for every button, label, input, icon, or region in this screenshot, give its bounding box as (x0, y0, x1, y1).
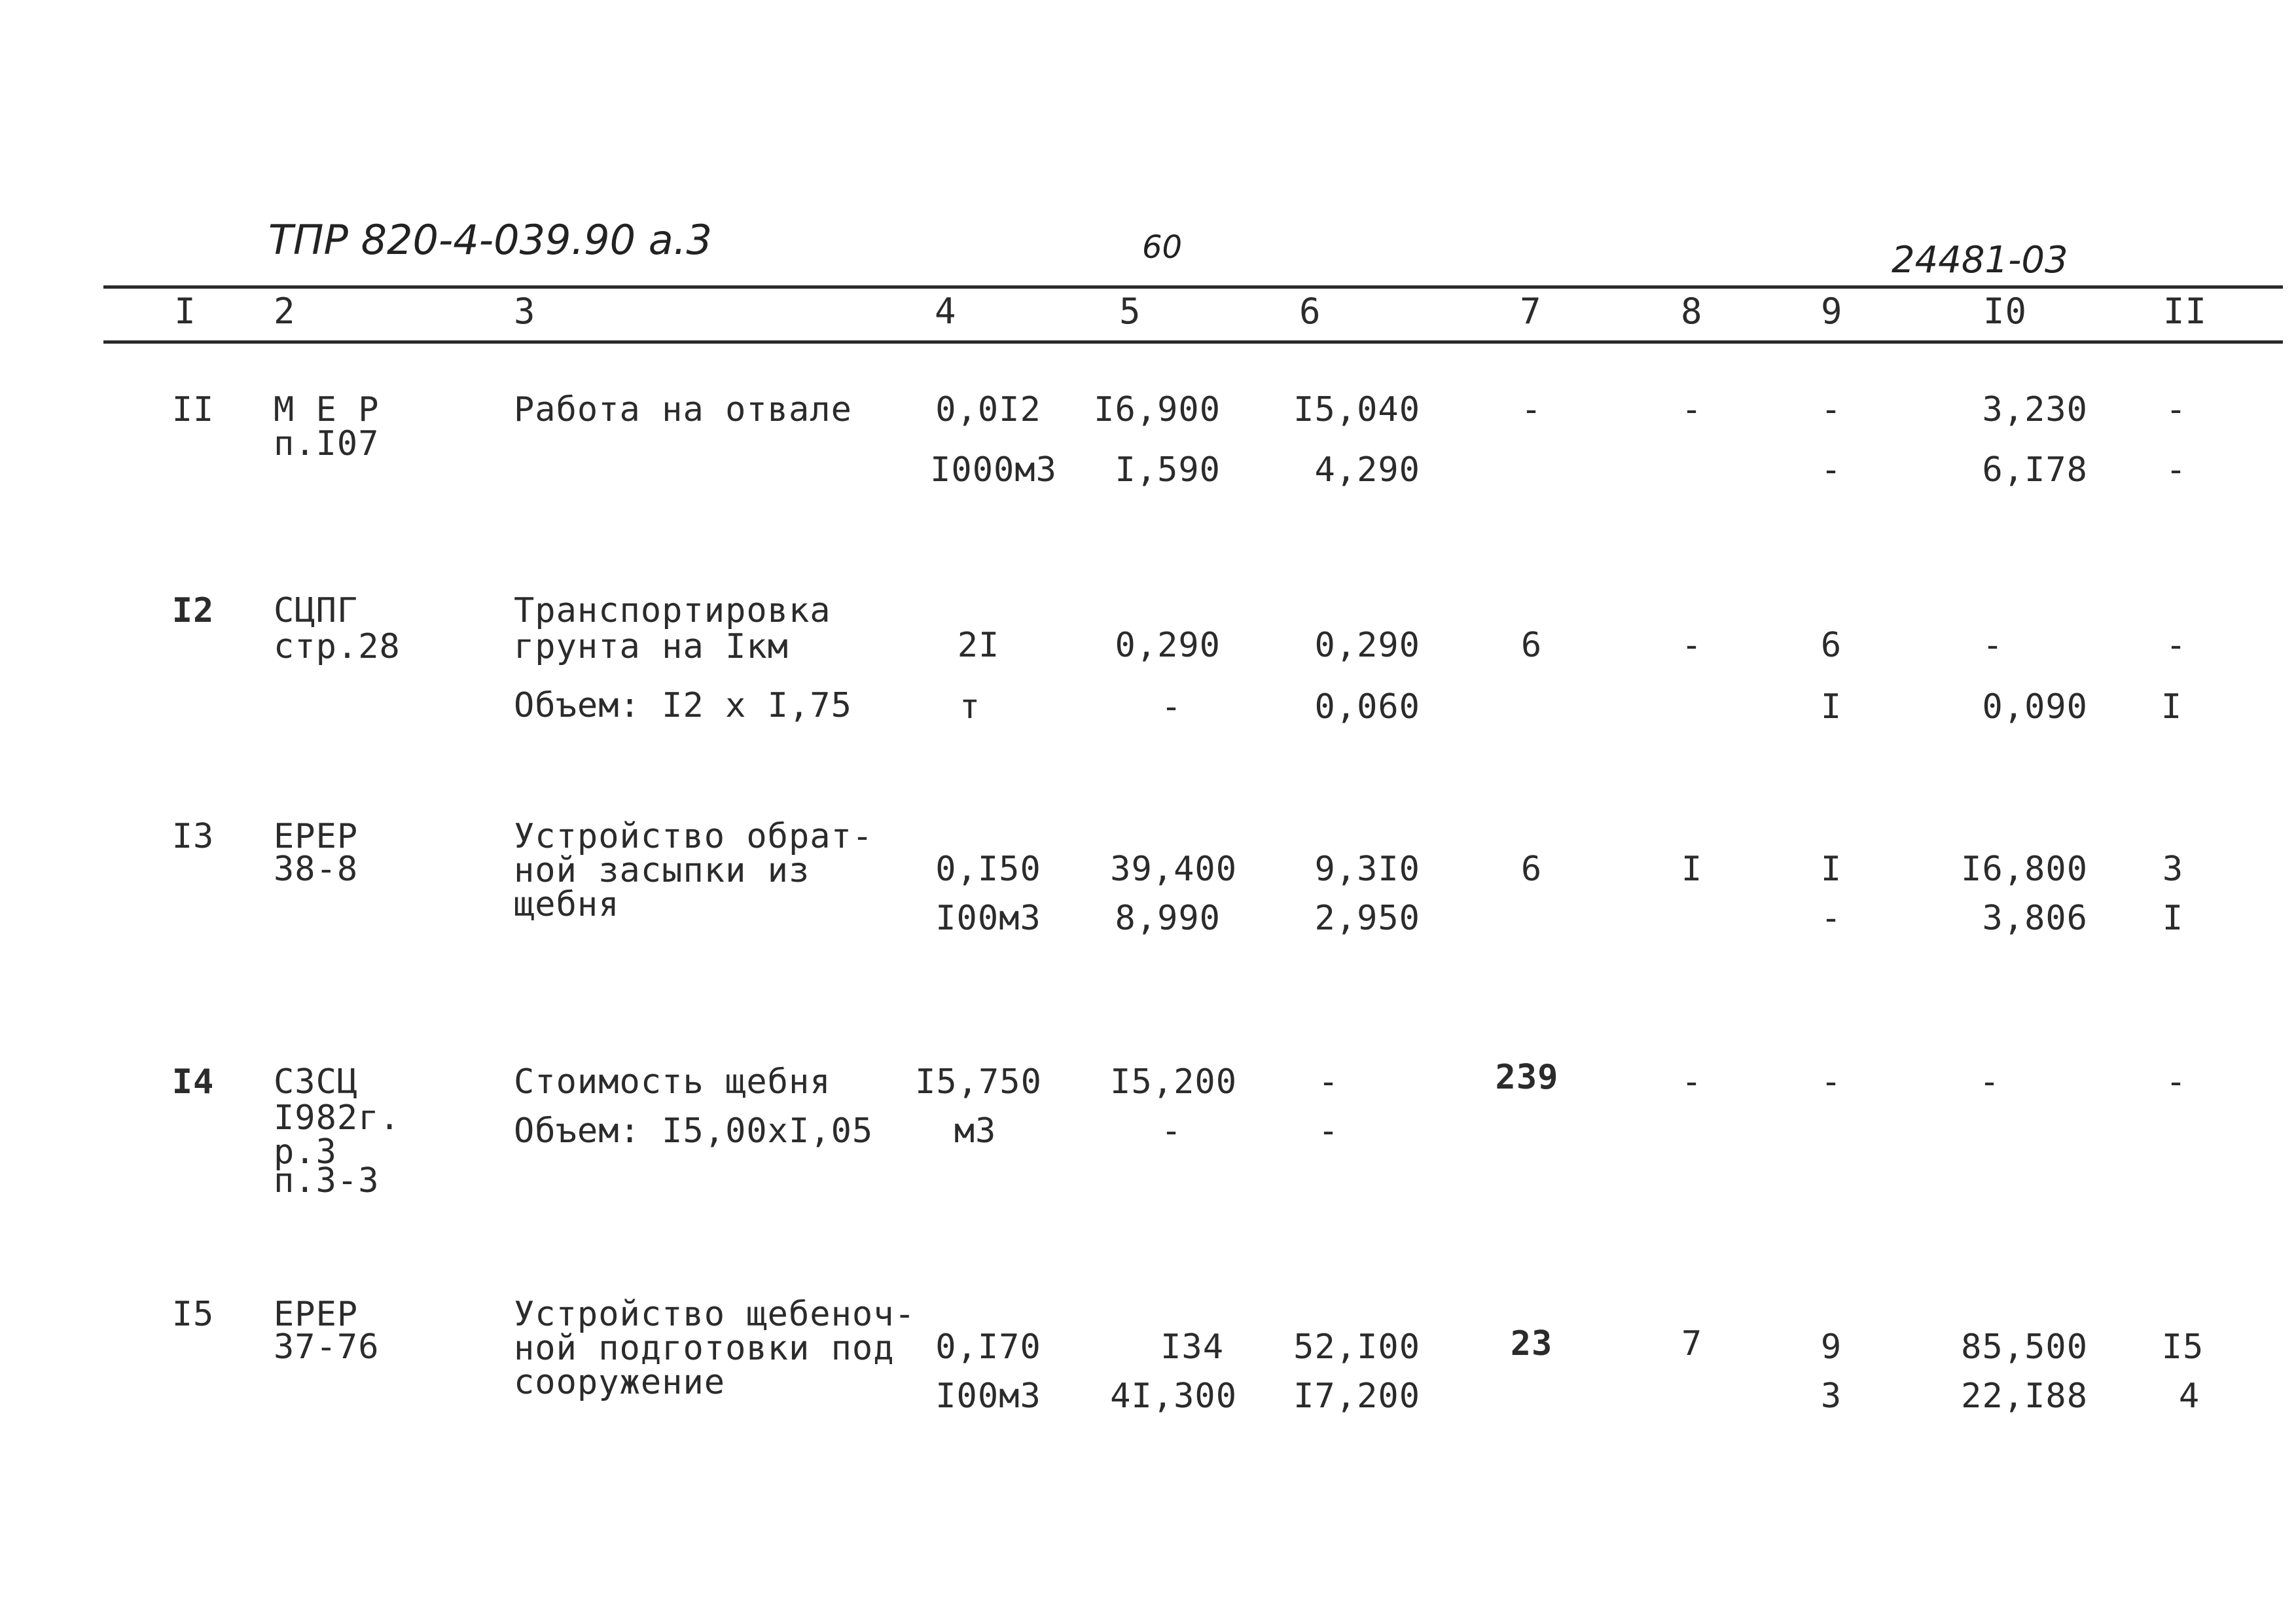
col11-value: I5 (2161, 1327, 2204, 1367)
volume-formula: Объем: I2 x I,75 (514, 686, 852, 725)
col5-value: 4I,300 (1110, 1377, 1237, 1416)
rate-code: СЗСЦ (274, 1062, 359, 1102)
col10-value: 0,090 (1982, 687, 2088, 727)
quantity: 0,I70 (935, 1327, 1041, 1367)
col8-value: - (1681, 1062, 1703, 1102)
col5-value: 39,400 (1110, 850, 1237, 889)
col11-value: - (2165, 1062, 2187, 1102)
col6-value: 52,I00 (1293, 1327, 1420, 1367)
col6-value: - (1318, 1062, 1340, 1102)
unit: м3 (954, 1111, 997, 1151)
column-header: 6 (1299, 291, 1321, 332)
col10-value: 22,I88 (1961, 1377, 2088, 1416)
col5-value: I34 (1160, 1327, 1224, 1367)
col9-value: - (1820, 450, 1842, 490)
col6-value: I7,200 (1293, 1377, 1420, 1416)
quantity: I5,750 (915, 1062, 1042, 1102)
col6-value: 9,3I0 (1314, 850, 1420, 889)
work-description: Устройство щебеноч- (514, 1295, 916, 1334)
column-header: 9 (1821, 291, 1843, 332)
col8-value: - (1681, 626, 1703, 665)
column-header: II (2163, 291, 2208, 332)
work-description: ной подготовки под (514, 1329, 895, 1368)
work-description: Стоимость щебня (514, 1062, 831, 1102)
quantity: 0,0I2 (935, 390, 1041, 429)
rate-code: СЦПГ (274, 591, 359, 630)
col9-value: - (1820, 899, 1842, 938)
col10-value: 3,230 (1982, 390, 2088, 429)
col8-value: 7 (1681, 1324, 1703, 1363)
work-description: Устройство обрат- (514, 817, 874, 856)
rate-code: 37-76 (274, 1327, 380, 1367)
col5-value: I6,900 (1094, 390, 1221, 429)
col6-value: 0,290 (1314, 626, 1420, 665)
unit: т (959, 687, 981, 727)
col11-value: - (2165, 626, 2187, 665)
col9-value: I (1820, 687, 1842, 727)
col6-value: I5,040 (1293, 390, 1420, 429)
column-header: I (174, 291, 196, 332)
col9-value: 9 (1820, 1327, 1842, 1367)
rate-code: п.3-3 (274, 1161, 380, 1200)
unit: I00м3 (935, 1377, 1041, 1416)
column-header: 5 (1119, 291, 1141, 332)
col11-value: I (2162, 899, 2184, 938)
document-code: ТПР 820-4-039.90 а.3 (268, 216, 712, 264)
work-description: Работа на отвале (514, 390, 852, 429)
col10-value: 85,500 (1961, 1327, 2088, 1367)
col7-value: 23 (1510, 1324, 1553, 1363)
col9-value: - (1820, 1062, 1842, 1102)
col10-value: - (1982, 626, 2004, 665)
rate-code: п.I07 (274, 424, 380, 463)
col5-value: 8,990 (1115, 899, 1221, 938)
table-top-rule (103, 285, 2283, 289)
column-header: 4 (935, 291, 957, 332)
col11-value: 3 (2162, 850, 2184, 889)
col10-value: 6,I78 (1982, 450, 2088, 490)
quantity: 2I (957, 626, 1000, 665)
col9-value: - (1820, 390, 1842, 429)
col6-value: - (1318, 1111, 1340, 1151)
col9-value: I (1820, 850, 1842, 889)
col11-value: 4 (2178, 1377, 2200, 1416)
col10-value: I6,800 (1961, 850, 2088, 889)
col6-value: 2,950 (1314, 899, 1420, 938)
row-number: I5 (171, 1295, 215, 1334)
col5-value: - (1160, 1111, 1183, 1151)
row-number: I4 (171, 1062, 215, 1102)
work-description: сооружение (514, 1363, 726, 1402)
col9-value: 6 (1820, 626, 1842, 665)
col11-value: - (2165, 450, 2187, 490)
column-header: 3 (514, 291, 536, 332)
rate-code: I982г. (274, 1098, 401, 1138)
col5-value: I,590 (1115, 450, 1221, 490)
page-number: 60 (1142, 229, 1183, 266)
unit: I000м3 (930, 450, 1057, 490)
col10-value: - (1979, 1062, 2001, 1102)
column-header: 7 (1520, 291, 1542, 332)
row-number: II (171, 390, 215, 429)
volume-formula: Объем: I5,00xI,05 (514, 1111, 874, 1151)
rate-code: ЕРЕР (274, 817, 359, 856)
rate-code: М Е Р (274, 390, 380, 429)
col7-value: 6 (1520, 850, 1543, 889)
row-number: I3 (171, 817, 215, 856)
col10-value: 3,806 (1982, 899, 2088, 938)
work-description: Транспортировка (514, 591, 831, 630)
column-header: 8 (1681, 291, 1703, 332)
quantity: 0,I50 (935, 850, 1041, 889)
column-header: I0 (1983, 291, 2028, 332)
col7-value: 239 (1495, 1058, 1559, 1097)
rate-code: стр.28 (274, 627, 401, 666)
col6-value: 4,290 (1314, 450, 1420, 490)
col11-value: I (2161, 687, 2183, 727)
rate-code: р.3 (274, 1132, 337, 1172)
col8-value: - (1681, 390, 1703, 429)
table-header-rule (103, 340, 2283, 344)
col7-value: - (1520, 390, 1543, 429)
work-description: щебня (514, 885, 620, 924)
col7-value: 6 (1520, 626, 1543, 665)
col9-value: 3 (1820, 1377, 1842, 1416)
col8-value: I (1681, 850, 1703, 889)
col5-value: 0,290 (1115, 626, 1221, 665)
col11-value: - (2165, 390, 2187, 429)
col5-value: I5,200 (1110, 1062, 1237, 1102)
row-number: I2 (171, 591, 215, 630)
col6-value: 0,060 (1314, 687, 1420, 727)
col5-value: - (1160, 687, 1183, 727)
rate-code: 38-8 (274, 850, 359, 889)
column-header: 2 (274, 291, 296, 332)
archive-number: 24481-03 (1892, 239, 2068, 281)
work-description: ной засыпки из (514, 851, 810, 890)
unit: I00м3 (935, 899, 1041, 938)
work-description: грунта на Iкм (514, 627, 789, 666)
rate-code: ЕРЕР (274, 1295, 359, 1334)
